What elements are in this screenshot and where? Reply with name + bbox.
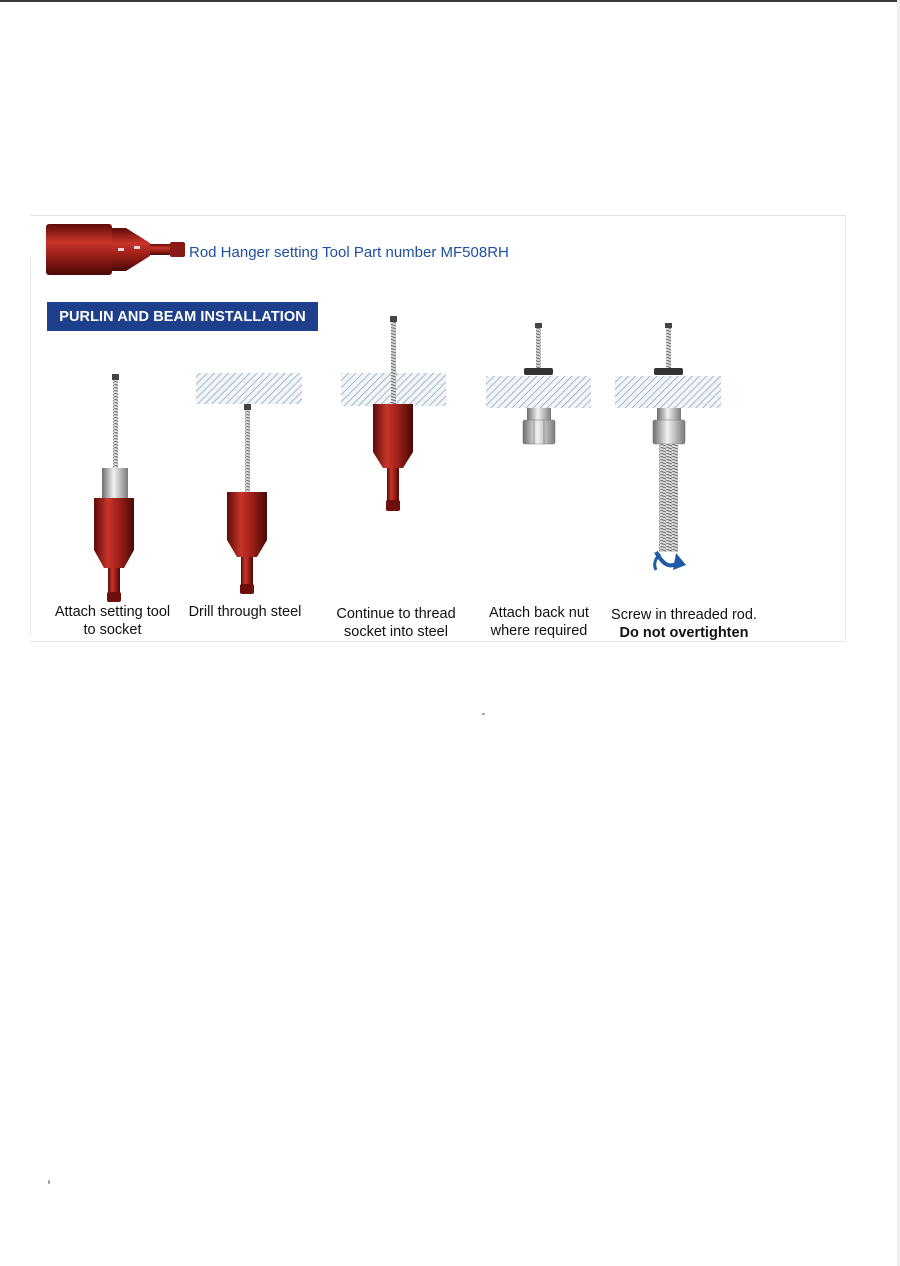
step-caption-4 [482,604,596,640]
scan-speck [482,713,485,715]
step2-illustration [227,404,267,594]
step-caption-3-line1: Continue to thread [336,606,456,622]
step-caption-4-line1: Attach back nut [489,605,589,621]
step5-illustration [653,323,686,570]
steel-section-2 [196,373,302,404]
step-caption-2-line1: Drill through steel [188,604,302,620]
step-caption-1-line2: to socket [83,622,142,638]
step1-illustration [94,374,134,602]
step-caption-4-line2: where required [490,623,588,639]
step-caption-1-line1: Attach setting tool [54,604,171,620]
step-caption-5-line2: Do not overtighten [619,625,749,641]
tool-caption: Rod Hanger setting Tool Part number MF508RH [189,244,509,261]
step3-illustration [373,316,413,511]
setting-tool-icon [46,224,185,275]
step-caption-1 [49,603,176,639]
steel-section-5 [615,376,721,408]
section-title: PURLIN AND BEAM INSTALLATION [47,302,318,331]
step-caption-5-line1: Screw in threaded rod. [611,607,757,623]
step-caption-3-line2: socket into steel [344,624,448,640]
step-caption-3 [332,605,460,641]
steel-section-4 [486,376,591,408]
step-caption-5 [606,606,762,642]
step-caption-2 [184,603,306,621]
scan-speck [48,1180,50,1184]
